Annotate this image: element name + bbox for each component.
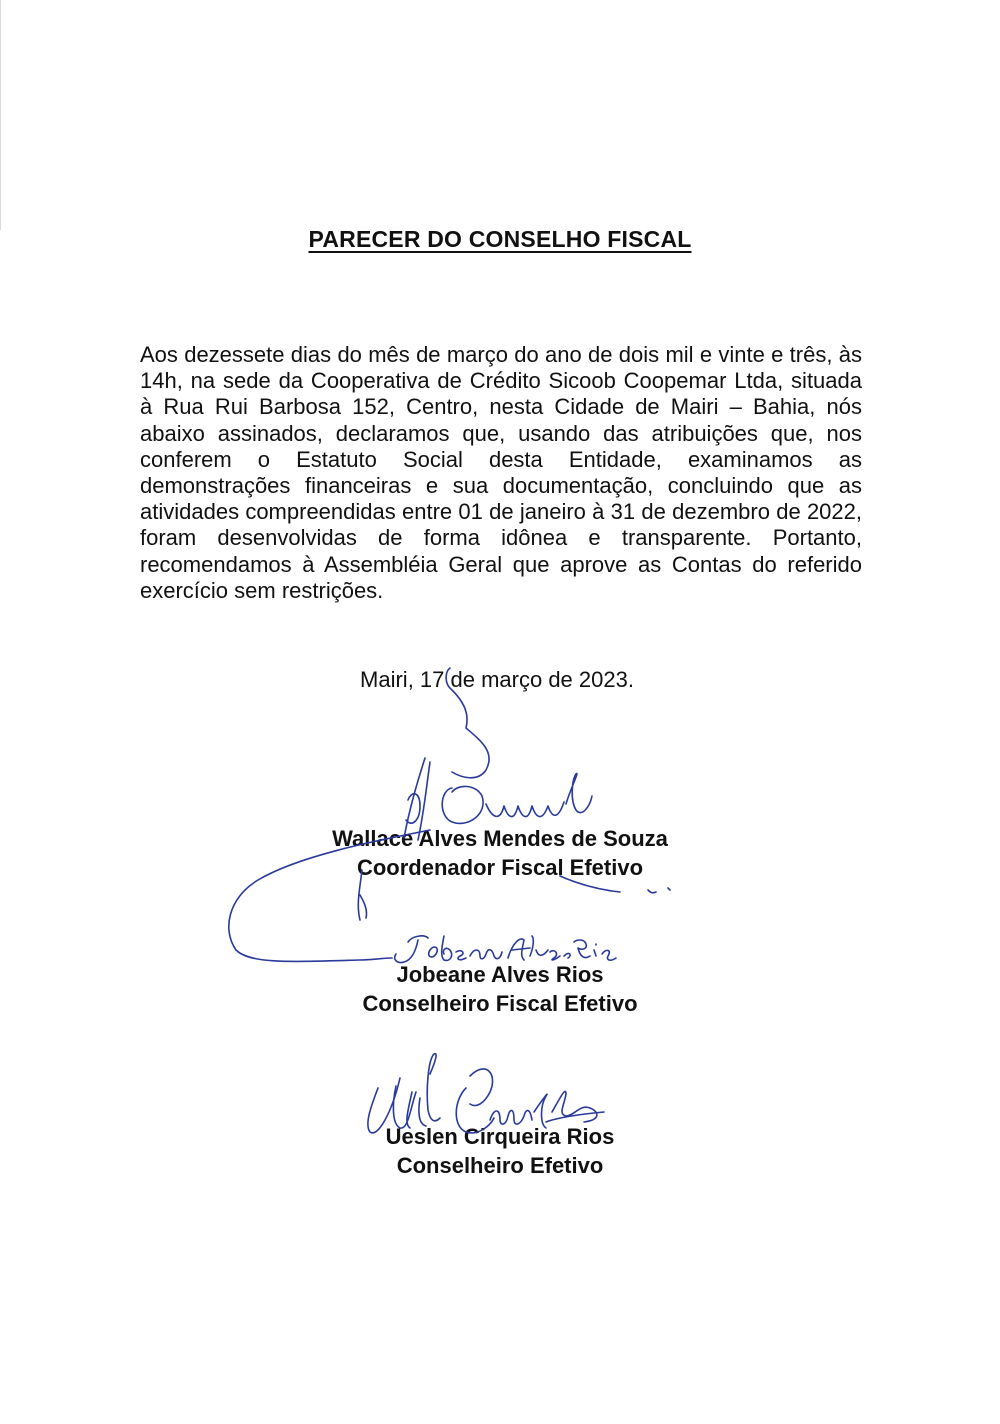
document-body: Aos dezessete dias do mês de março do ano de dois mil e vinte e três, às 14h, na sede da Cooperativa de Crédito Sicoob Coopemar Ltda, situada à Rua Rui Barbosa 152, Centro, nesta Cidade de Mairi – Bahia, nós abaixo assinados, declaramos que, usando das atribuições que, nos conferem o Estatuto Social desta Entidade, examinamos as demonstrações financeiras e sua documentação, concluindo que as atividades compreendidas entre 01 de janeiro à 31 de dezembro de 2022, foram desenvolvidas de forma idônea e transparente. Portanto, recomendamos à Assembléia Geral que aprove as Contas do referido exercício sem restrições. — [140, 342, 862, 603]
date-line — [0, 667, 1000, 693]
signature-wallace — [229, 668, 670, 961]
signature-jobeane — [395, 936, 616, 963]
signer-3-name: Ueslen Cirqueira Rios — [385, 1124, 615, 1149]
document-title — [0, 226, 1000, 253]
signature-ueslen — [368, 1054, 604, 1133]
signer-2-role: Conselheiro Fiscal Efetivo — [362, 991, 638, 1016]
date-text: Mairi, 17 de março de 2023. — [360, 667, 634, 692]
scan-edge — [0, 0, 1, 230]
title-text: PARECER DO CONSELHO FISCAL — [308, 226, 692, 252]
signer-1-role: Coordenador Fiscal Efetivo — [356, 855, 644, 880]
signer-2-name: Jobeane Alves Rios — [396, 962, 604, 987]
signer-1-name: Wallace Alves Mendes de Souza — [332, 826, 668, 851]
signer-3-role: Conselheiro Efetivo — [396, 1153, 604, 1178]
